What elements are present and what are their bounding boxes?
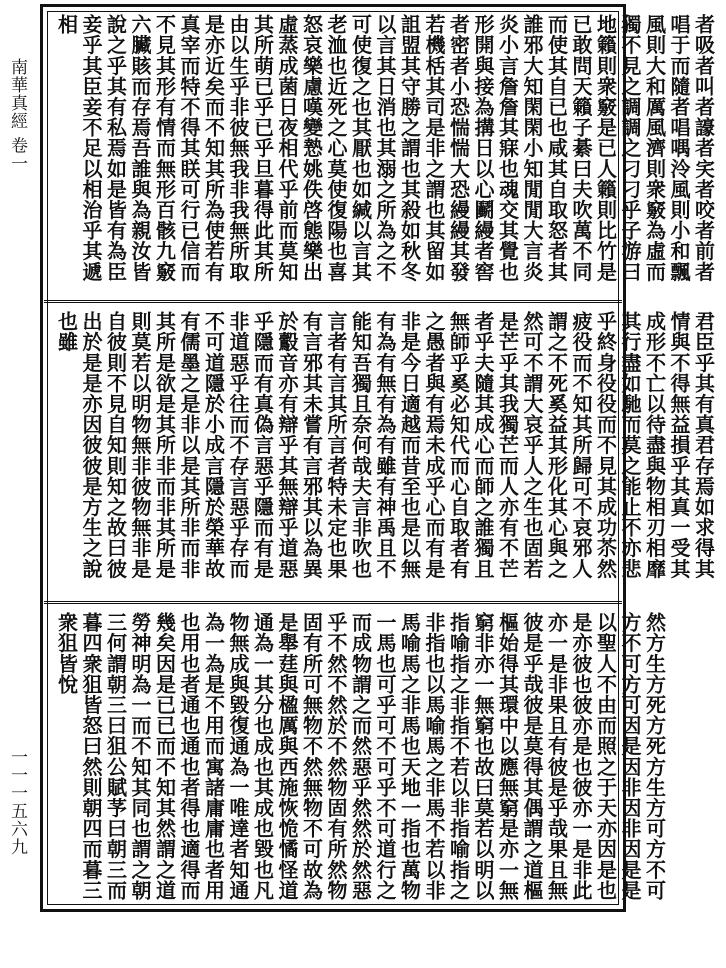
- panel-text: 然方生方死方死方生方可方不可方不可方可因是因非因非因是是以聖人不由而照之于天亦因是也是亦彼也彼亦是也彼亦一是非此亦一是非果且有彼是乎哉果且無彼是乎哉彼是莫得其偶謂之道樞樞始得其環中以應無窮是亦一無窮非亦一無窮也故曰莫若以明以指喻指之非指不若以非指喻指之非指也以馬喻馬之非馬不若以非馬喻馬之非馬也天地一指也萬物一馬也可乎可不可乎不可道行之而成物謂之而然惡乎然然於然惡乎不然不然於不然物固有所然物固有所可無物不然無物不可故為是舉莛與楹厲與西施恢恑憰怪道通為一其分也成也其成也毀也凡物無成與毀復通為一唯達者知通為一為是不用而寓諸庸庸也者用也用也者通也通也者得也適得而幾矣因是已已而不知其然謂之道勞神明為一而不知其同也謂之朝三何謂朝三曰狙公賦芧曰朝三而暮四衆狙皆怒曰然則朝四而暮三衆狙皆悅: [54, 612, 667, 901]
- panel-divider: [44, 300, 622, 301]
- panel-divider: [44, 302, 622, 303]
- panel-divider: [44, 601, 622, 602]
- panel-divider: [44, 603, 622, 604]
- text-panel-bottom: [44, 606, 667, 908]
- panel-text: 者吸者叫者譹者宎者咬者前者唱于而隨者唱喁泠風則小和飄風則大和厲風濟則衆竅為虛而獨不見之調調之刁刁乎子游曰地籟則衆竅是已人籟則比竹是已敢問天籟子綦曰夫吹萬不同而使其自已也咸其自取怒者其誰邪大知閑閑小知閒閒大言炎炎小言詹詹其寐也魂交其覺也形開與接為搆日以心鬬縵者窖者密者小恐惴惴大恐縵縵其發若機栝其司是非之謂也其留如詛盟其守勝之謂也其殺如秋冬以言其日消也其溺之所為之不可使復之也其厭也如緘以言其老洫也近死之心莫使復陽也喜怒哀樂慮嘆變慹姚佚啓態樂出虛蒸成菌日夜相代乎前而莫知其所萌已乎已乎旦暮得此其所由以生乎非彼無我非我無所取是亦近矣而不知其所為使若有真宰而特不得其眹可行已信而不見其形有情而無形百骸九竅六臟賅而存焉吾誰與為親汝皆說之乎其有私焉如是皆有為臣妾乎其臣妾不足以相治乎其遞相: [54, 14, 716, 282]
- volume-title: 南華真經 卷一: [7, 58, 27, 173]
- text-panel-top: [44, 8, 716, 299]
- text-panel-middle: [44, 305, 716, 600]
- page-number: 一一一五六九: [7, 748, 27, 856]
- panel-text: 君臣乎其有真君存焉如求得其情與不得無益損乎其真一受其成形不亡以待盡與物相刃相靡其行盡如馳而莫之能止不亦悲乎終身役役而不見其成功苶然疲役而不知其所歸可不哀邪人謂之不死奚益其形化其心與之然可不謂大哀乎人之生也固若是芒乎其我獨芒而人亦有不芒者乎夫隨其成心而師之誰獨且無師乎奚必知代而心自取者有之愚者與有焉未成乎心而有是非是今日適越而昔至也是以無有為有無有為有雖有神禹且不能知吾獨且奈何哉夫言非吹也言者有言其所言者特未定也果有言邪其未嘗有言邪其以為異於鷇音亦有辯乎其無辯乎道惡乎隱而有真偽言惡乎隱而有是非道惡乎往而不存言惡乎存而不可道隱於小成言隱於榮華故有儒墨之是非以是其所非而非其所是欲是其所非而非其所是則莫若以明物無非彼物無非是自彼則不見自知則知之故曰彼出於是是亦因彼彼是方生之說也雖: [54, 311, 716, 579]
